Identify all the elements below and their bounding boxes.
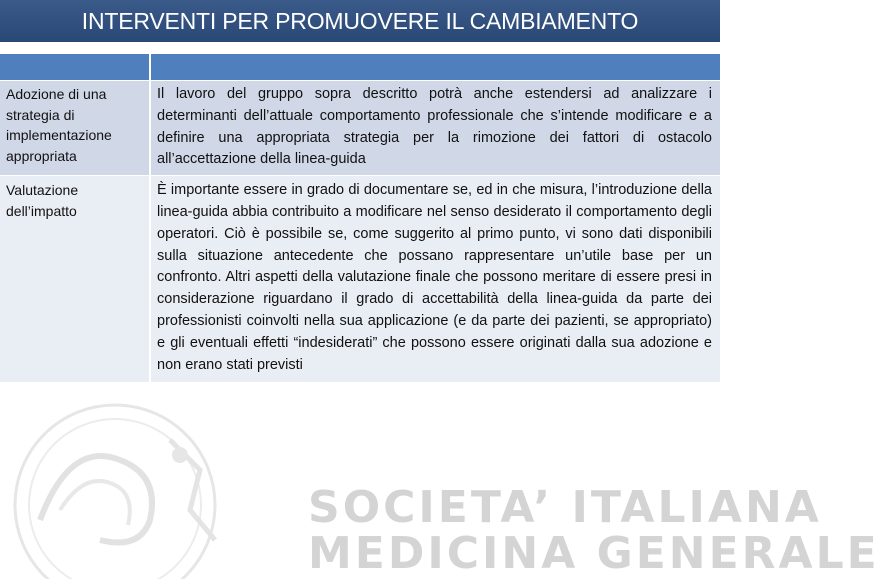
society-seal-icon [0, 400, 300, 540]
table-header-cell [0, 54, 150, 81]
table-row [0, 81, 720, 176]
watermark-line1: SOCIETA’ ITALIANA [308, 482, 822, 533]
row-text: Il lavoro del gruppo sopra descritto potrà anche estendersi ad analizzare i determinanti dell’attuale comportamento professionale che s’intende modificare e a definire una appropriata strategia per la rimozione dei fattori di ostacolo all’accettazione della linea-guida [150, 81, 720, 176]
content-table [0, 54, 720, 383]
watermark-line2: MEDICINA GENERALE [308, 528, 880, 579]
row-label: Valutazione dell’impatto [0, 176, 150, 383]
row-label: Adozione di una strategia di implementazione appropriata [0, 81, 150, 176]
row-text: È importante essere in grado di documentare se, ed in che misura, l’introduzione della linea-guida abbia contribuito a modificare nel senso desiderato il comportamento degli operatori. Ciò è possibile se, come suggerito al primo punto, vi sono dati disponibili sulla situazione antecedente che possano rappresentare un’utile base per un confronto. Altri aspetti della valutazione finale che possono meritare di essere presi in considerazione riguardano il grado di accettabilità della linea-guida da parte dei professionisti coinvolti nella sua applicazione (e da parte dei pazienti, se appropriato) e gli eventuali effetti “indesiderati” che possono essere originati dalla sua adozione e non erano stati previsti [150, 176, 720, 383]
slide-title: INTERVENTI PER PROMUOVERE IL CAMBIAMENTO [81, 8, 639, 34]
table-header-cell [150, 54, 720, 81]
watermark [0, 400, 880, 579]
slide-title-bar [0, 0, 720, 42]
table-row [0, 176, 720, 383]
table-header-row [0, 54, 720, 81]
